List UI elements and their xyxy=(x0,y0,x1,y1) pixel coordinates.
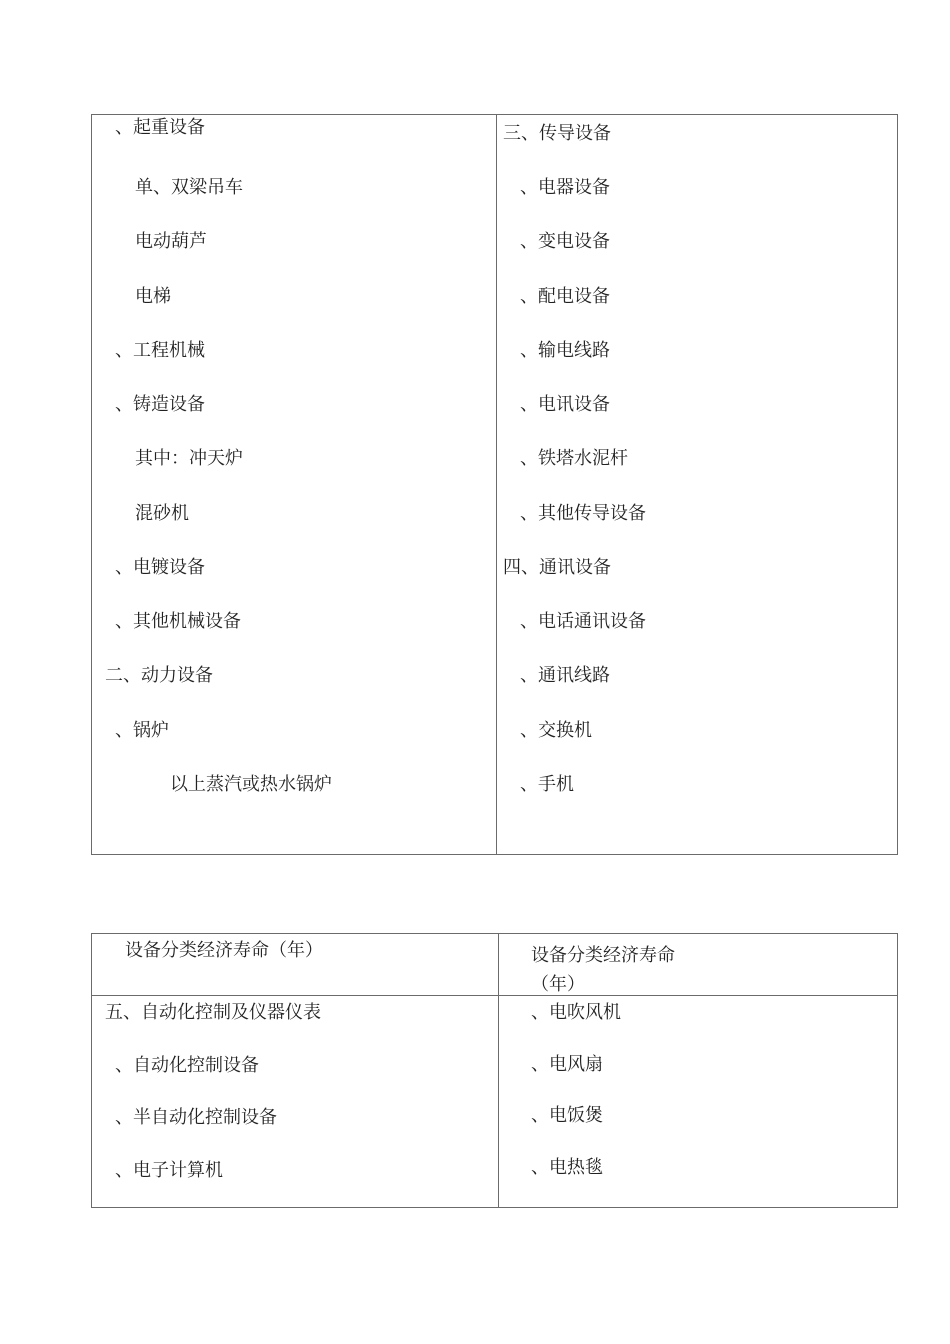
equipment-table-1 xyxy=(91,114,898,855)
list-item: 单、双梁吊车 xyxy=(135,177,243,198)
list-item: 、其他机械设备 xyxy=(115,611,241,632)
list-item: 电梯 xyxy=(135,286,171,307)
list-item: 、铁塔水泥杆 xyxy=(520,448,628,469)
list-item: 、半自动化控制设备 xyxy=(115,1107,277,1128)
header-divider xyxy=(92,995,897,996)
table-header-right: 设备分类经济寿命 xyxy=(531,945,675,966)
column-divider xyxy=(498,934,499,1207)
list-item: 、输电线路 xyxy=(520,340,610,361)
list-item: 、锅炉 xyxy=(115,720,169,741)
list-item: 、交换机 xyxy=(520,720,592,741)
list-item: 、铸造设备 xyxy=(115,394,205,415)
list-item: 、配电设备 xyxy=(520,286,610,307)
section-heading: 三、传导设备 xyxy=(503,123,611,144)
list-item: 电动葫芦 xyxy=(135,231,207,252)
list-item: 、通讯线路 xyxy=(520,665,610,686)
list-item: 、电风扇 xyxy=(531,1054,603,1075)
table-header-right-unit: （年） xyxy=(531,974,585,995)
section-heading: 五、自动化控制及仪器仪表 xyxy=(105,1002,321,1023)
list-item: 、电子计算机 xyxy=(115,1160,223,1181)
equipment-table-2 xyxy=(91,933,898,1208)
list-item: 混砂机 xyxy=(135,503,189,524)
list-item: 、变电设备 xyxy=(520,231,610,252)
section-heading: 二、动力设备 xyxy=(105,665,213,686)
list-item: 、电讯设备 xyxy=(520,394,610,415)
list-item: 、其他传导设备 xyxy=(520,503,646,524)
list-item: 、手机 xyxy=(520,774,574,795)
list-item: 、电器设备 xyxy=(520,177,610,198)
list-item: 、自动化控制设备 xyxy=(115,1055,259,1076)
list-item: 、电话通讯设备 xyxy=(520,611,646,632)
column-divider xyxy=(496,115,497,854)
list-item: 、工程机械 xyxy=(115,340,205,361)
table-header-left: 设备分类经济寿命（年） xyxy=(125,940,323,961)
list-item: 、电镀设备 xyxy=(115,557,205,578)
list-item: 以上蒸汽或热水锅炉 xyxy=(170,774,332,795)
list-item: 、电饭煲 xyxy=(531,1105,603,1126)
list-item: 、电热毯 xyxy=(531,1157,603,1178)
list-item: 、电吹风机 xyxy=(531,1002,621,1023)
list-item: 、起重设备 xyxy=(115,117,205,138)
section-heading: 四、通讯设备 xyxy=(503,557,611,578)
list-item: 其中：冲天炉 xyxy=(135,448,243,469)
